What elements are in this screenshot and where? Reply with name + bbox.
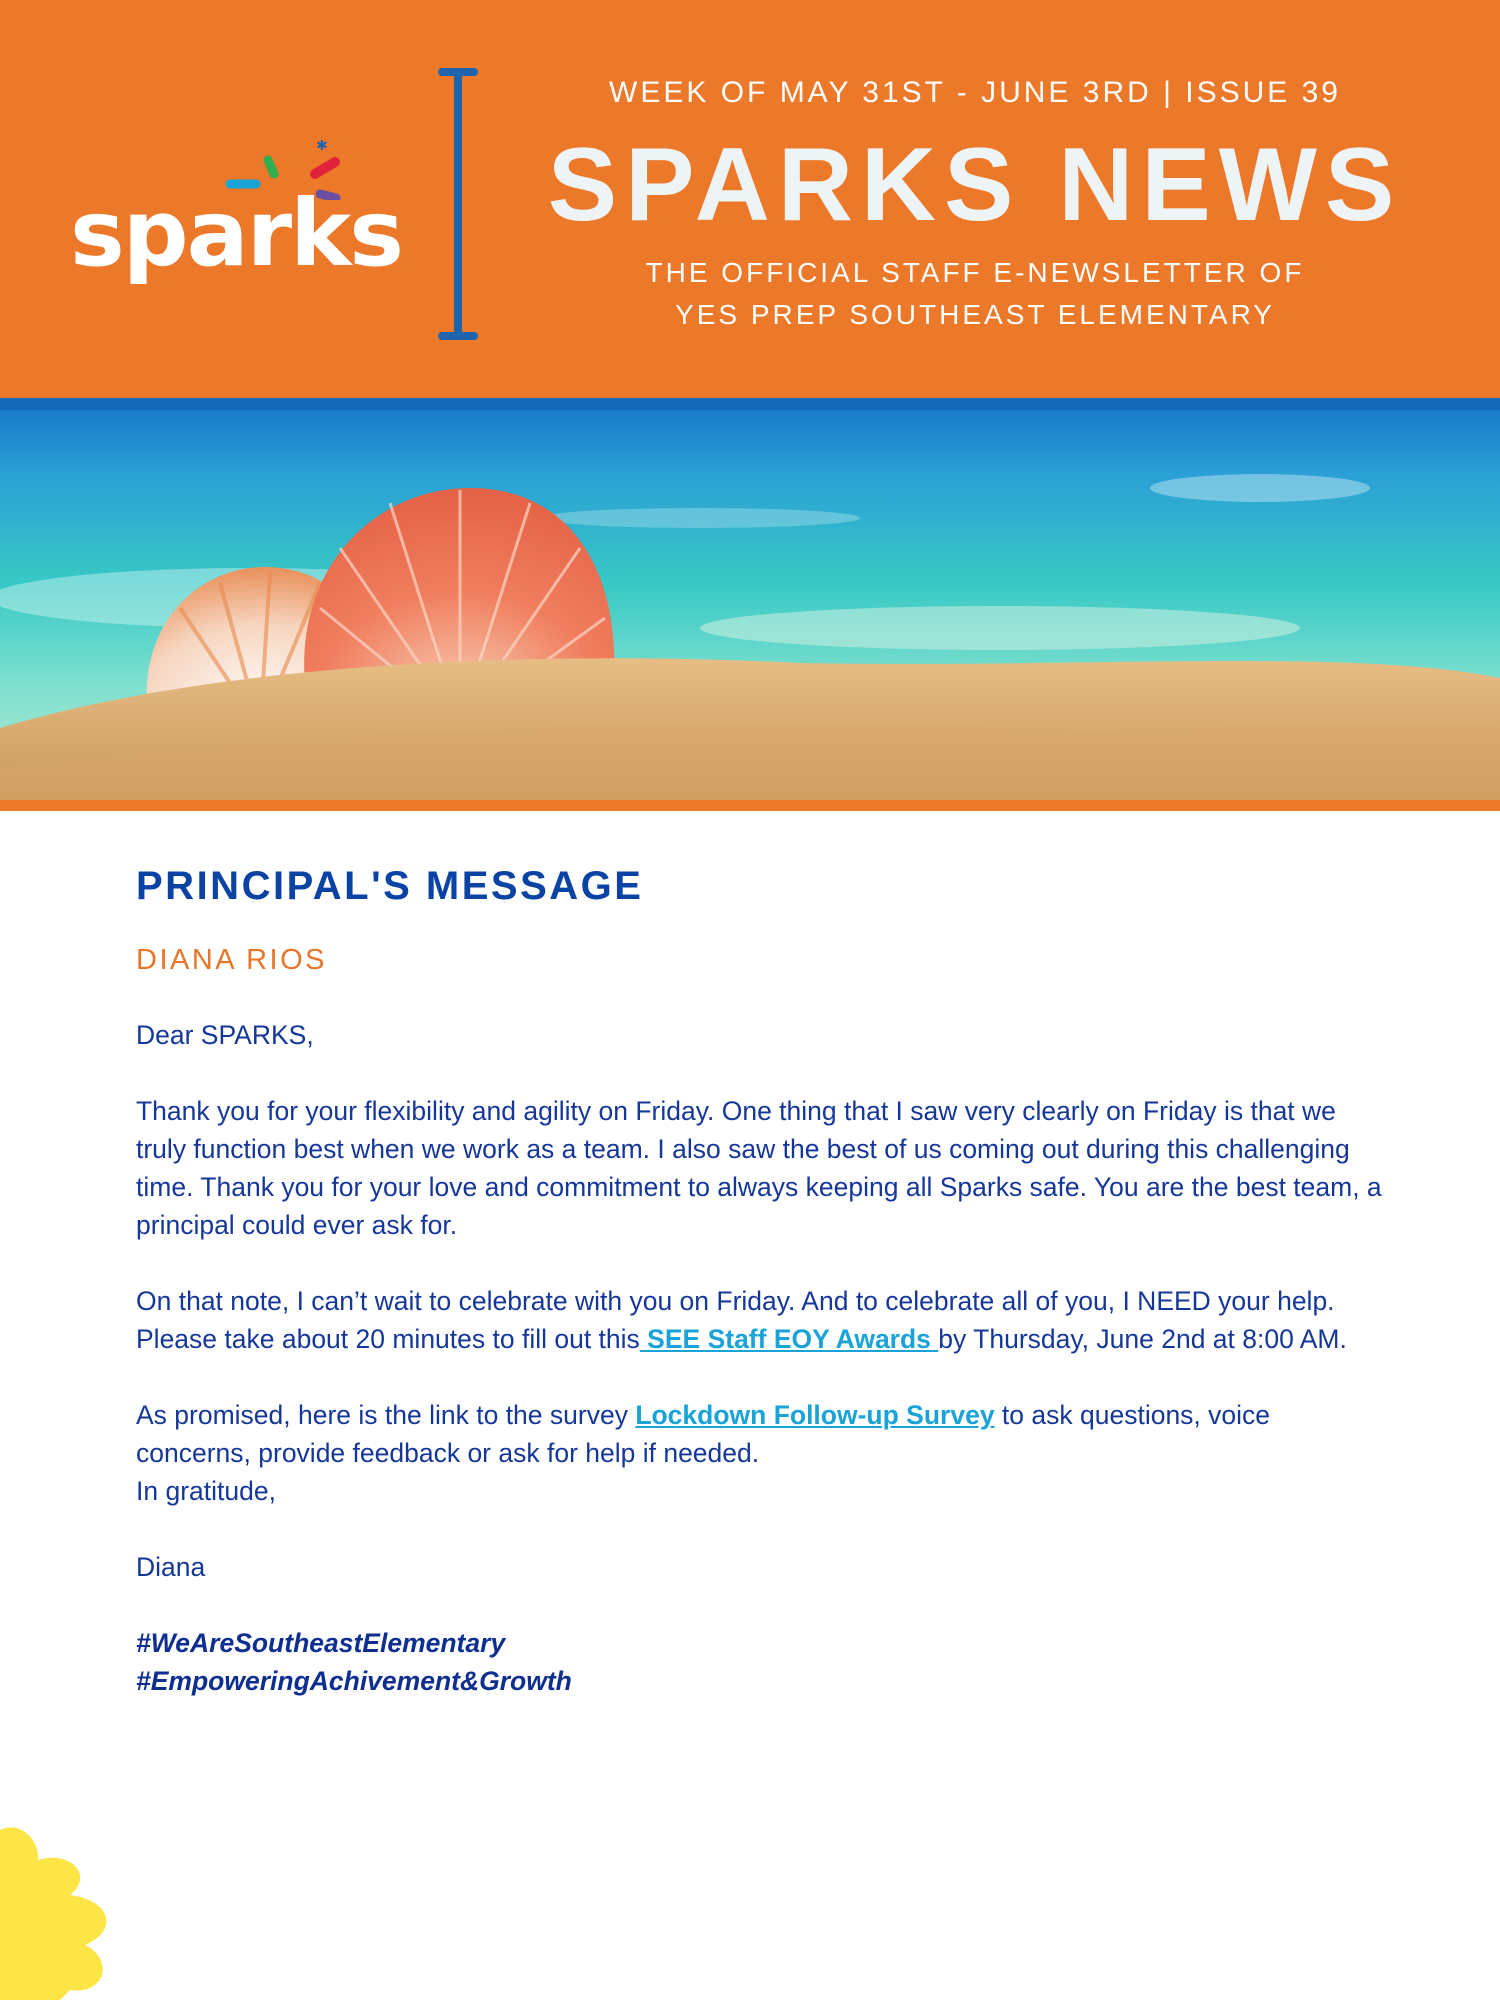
paragraph xyxy=(136,1282,1386,1358)
paragraph xyxy=(136,1396,1386,1472)
closing: In gratitude, xyxy=(136,1476,276,1506)
subtitle-line: THE OFFICIAL STAFF E-NEWSLETTER OF xyxy=(645,257,1305,288)
lockdown-survey-link[interactable]: Lockdown Follow-up Survey xyxy=(635,1400,995,1430)
principals-message xyxy=(136,858,1386,1700)
hashtag: #EmpoweringAchivement&Growth xyxy=(136,1666,572,1696)
paragraph-text: As promised, here is the link to the survey xyxy=(136,1400,636,1430)
header-divider xyxy=(438,68,482,340)
eoy-awards-link[interactable]: SEE Staff EOY Awards xyxy=(639,1324,939,1354)
section-heading: PRINCIPAL'S MESSAGE xyxy=(136,864,644,908)
author-name: DIANA RIOS xyxy=(136,944,327,976)
svg-text:✱: ✱ xyxy=(316,140,328,154)
subtitle-line: YES PREP SOUTHEAST ELEMENTARY xyxy=(675,299,1275,330)
logo-wordmark: sparks xyxy=(70,180,403,287)
hashtag: #WeAreSoutheastElementary xyxy=(136,1628,506,1658)
signature: Diana xyxy=(136,1552,206,1582)
sparks-logo xyxy=(70,140,403,300)
yellow-splat-decoration xyxy=(0,1820,130,2000)
paragraph-text: to ask questions, voice concerns, provide feedback or ask for help if needed. xyxy=(136,1400,1271,1468)
newsletter-title: SPARKS NEWS xyxy=(547,127,1403,243)
paragraph-text: by Thursday, June 2nd at 8:00 AM. xyxy=(938,1324,1347,1354)
paragraph-text: On that note, I can’t wait to celebrate with you on Friday. And to celebrate all of you, I NEED your help. Please take about 20 minutes to fill out this xyxy=(136,1286,1335,1354)
beach-seashells-image xyxy=(0,398,1500,811)
hashtags xyxy=(136,1624,1386,1700)
issue-line: WEEK OF MAY 31ST - JUNE 3RD | ISSUE 39 xyxy=(609,76,1341,109)
newsletter-subtitle xyxy=(530,252,1420,336)
paragraph: Thank you for your flexibility and agility on Friday. One thing that I saw very clearly on Friday is that we truly function best when we work as a team. I also saw the best of us coming out during this challenging time. Thank you for your love and commitment to always keeping all Sparks safe. You are the best team, a principal could ever ask for. xyxy=(136,1096,1382,1240)
letter-body xyxy=(136,1016,1386,1586)
greeting: Dear SPARKS, xyxy=(136,1020,314,1050)
newsletter-header xyxy=(0,0,1500,398)
